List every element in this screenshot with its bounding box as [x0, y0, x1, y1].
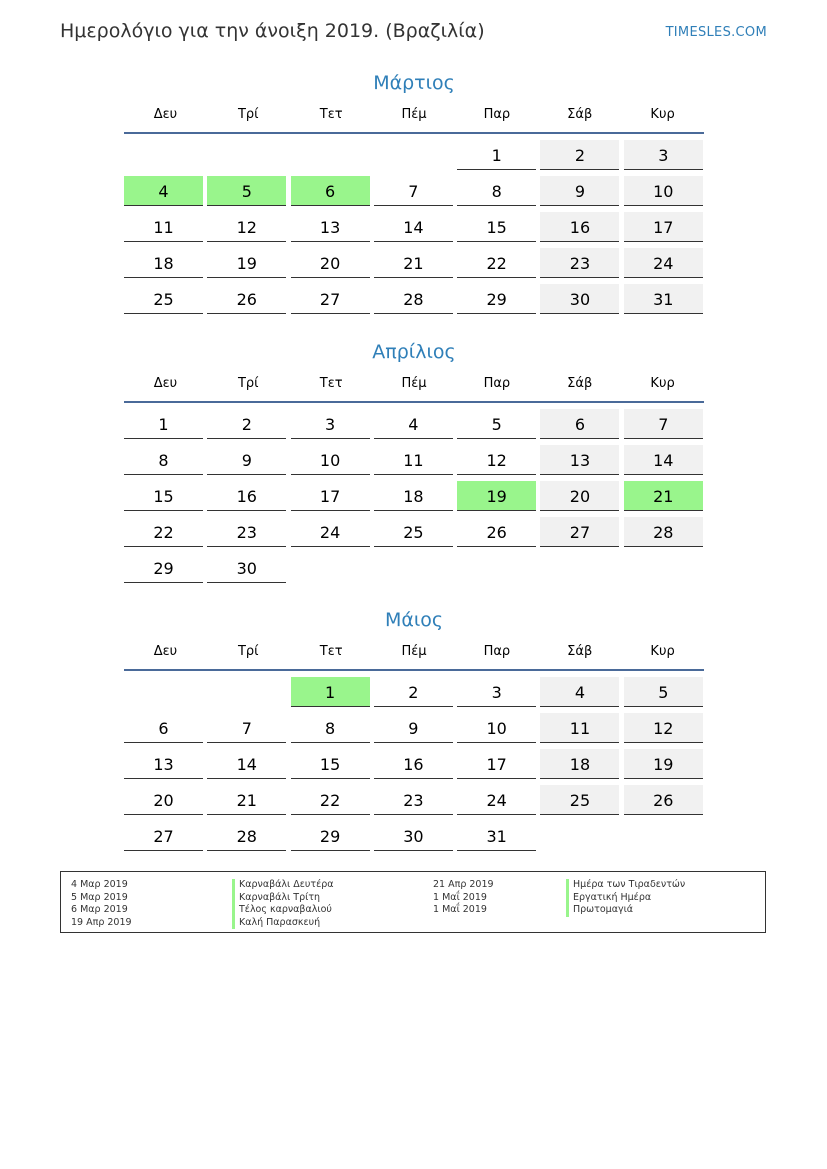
weekday-label: Σάβ: [567, 107, 593, 122]
day-cell: 6: [124, 713, 203, 743]
weekday-label: Τετ: [319, 107, 343, 122]
day-cell: 15: [291, 749, 370, 779]
day-cell: 10: [624, 176, 703, 206]
day-cell: 11: [540, 713, 619, 743]
legend-holiday-name: Εργατική Ημέρα: [566, 892, 685, 905]
weekday-label: Τρί: [237, 376, 259, 391]
legend-holiday-name: Ημέρα των Τιραδεντών: [566, 879, 685, 892]
day-cell: 16: [207, 481, 286, 511]
legend-date: 1 Μαΐ 2019: [433, 904, 487, 915]
holiday-day-cell: 5: [207, 176, 286, 206]
day-cell: 19: [207, 248, 286, 278]
day-cell: 3: [291, 409, 370, 439]
day-cell: 8: [457, 176, 536, 206]
legend-holiday-name: Καρναβάλι Δευτέρα: [232, 879, 334, 892]
empty-cell: [124, 140, 203, 170]
day-cell: 8: [291, 713, 370, 743]
day-cell: 20: [124, 785, 203, 815]
day-cell: 31: [457, 821, 536, 851]
holiday-day-cell: 19: [457, 481, 536, 511]
day-cell: 18: [540, 749, 619, 779]
weekday-label: Κυρ: [650, 644, 675, 659]
day-cell: 11: [374, 445, 453, 475]
day-cell: 24: [624, 248, 703, 278]
day-cell: 12: [457, 445, 536, 475]
day-cell: 9: [374, 713, 453, 743]
weekday-label: Πέμ: [401, 376, 427, 391]
day-cell: 25: [540, 785, 619, 815]
day-cell: 4: [540, 677, 619, 707]
day-cell: 26: [624, 785, 703, 815]
day-cell: 13: [291, 212, 370, 242]
legend-names-right: [566, 879, 685, 917]
legend-date: 21 Απρ 2019: [433, 879, 494, 890]
weekday-label: Παρ: [483, 644, 511, 659]
day-grid: [124, 409, 704, 583]
day-cell: 10: [457, 713, 536, 743]
weekday-label: Κυρ: [650, 107, 675, 122]
holiday-day-cell: 21: [624, 481, 703, 511]
weekday-label: Σάβ: [567, 376, 593, 391]
month-march: [124, 68, 704, 314]
day-cell: 24: [291, 517, 370, 547]
day-cell: 26: [207, 284, 286, 314]
holiday-day-cell: 6: [291, 176, 370, 206]
brand-link[interactable]: TIMESLES.COM: [665, 25, 767, 40]
holiday-legend: [60, 871, 766, 933]
day-cell: 4: [374, 409, 453, 439]
weekday-label: Παρ: [483, 107, 511, 122]
day-cell: 21: [374, 248, 453, 278]
day-cell: 27: [291, 284, 370, 314]
weekday-label: Κυρ: [650, 376, 675, 391]
weekday-label: Δευ: [153, 376, 178, 391]
day-cell: 13: [540, 445, 619, 475]
month-title: Απρίλιος: [372, 341, 456, 363]
day-cell: 18: [124, 248, 203, 278]
day-cell: 10: [291, 445, 370, 475]
month-may: [124, 605, 704, 851]
day-cell: 15: [124, 481, 203, 511]
day-cell: 21: [207, 785, 286, 815]
legend-date: 5 Μαρ 2019: [71, 891, 128, 903]
day-cell: 11: [124, 212, 203, 242]
weekday-header: [124, 635, 704, 671]
holiday-day-cell: 1: [291, 677, 370, 707]
weekday-header: [124, 98, 704, 134]
day-cell: 14: [374, 212, 453, 242]
legend-dates-right: [433, 879, 494, 917]
weekday-label: Σάβ: [567, 644, 593, 659]
weekday-header: [124, 367, 704, 403]
legend-holiday-name: Τέλος καρναβαλιού: [232, 904, 334, 917]
day-cell: 30: [207, 553, 286, 583]
day-cell: 28: [207, 821, 286, 851]
legend-holiday-name: Πρωτομαγιά: [566, 904, 685, 917]
empty-cell: [207, 140, 286, 170]
day-cell: 3: [457, 677, 536, 707]
day-cell: 1: [457, 140, 536, 170]
legend-holiday-name: Καλή Παρασκευή: [232, 917, 334, 930]
day-cell: 17: [291, 481, 370, 511]
legend-date: 1 Μαΐ 2019: [433, 891, 487, 903]
weekday-label: Πέμ: [401, 644, 427, 659]
day-cell: 28: [624, 517, 703, 547]
day-cell: 27: [540, 517, 619, 547]
day-cell: 5: [624, 677, 703, 707]
day-cell: 22: [291, 785, 370, 815]
day-cell: 16: [374, 749, 453, 779]
legend-date: 4 Μαρ 2019: [71, 879, 128, 890]
day-cell: 22: [124, 517, 203, 547]
day-cell: 28: [374, 284, 453, 314]
day-cell: 29: [291, 821, 370, 851]
day-cell: 9: [207, 445, 286, 475]
day-cell: 14: [207, 749, 286, 779]
day-cell: 7: [624, 409, 703, 439]
day-cell: 23: [540, 248, 619, 278]
page-title: Ημερολόγιο για την άνοιξη 2019. (Βραζιλία): [60, 20, 485, 42]
day-cell: 12: [624, 713, 703, 743]
day-cell: 23: [374, 785, 453, 815]
legend-holiday-name: Καρναβάλι Τρίτη: [232, 892, 334, 905]
day-grid: [124, 677, 704, 851]
day-cell: 15: [457, 212, 536, 242]
weekday-label: Δευ: [153, 107, 178, 122]
day-cell: 29: [457, 284, 536, 314]
day-cell: 24: [457, 785, 536, 815]
day-cell: 12: [207, 212, 286, 242]
month-april: [124, 337, 704, 583]
day-cell: 17: [624, 212, 703, 242]
month-title: Μάρτιος: [373, 72, 455, 94]
weekday-label: Τετ: [319, 376, 343, 391]
day-cell: 31: [624, 284, 703, 314]
day-cell: 8: [124, 445, 203, 475]
month-title: Μάιος: [384, 609, 444, 631]
day-cell: 2: [207, 409, 286, 439]
day-cell: 5: [457, 409, 536, 439]
day-cell: 13: [124, 749, 203, 779]
legend-date: 6 Μαρ 2019: [71, 904, 128, 915]
weekday-label: Παρ: [483, 376, 511, 391]
empty-cell: [207, 677, 286, 707]
day-cell: 20: [291, 248, 370, 278]
empty-cell: [291, 140, 370, 170]
weekday-label: Τρί: [237, 644, 259, 659]
day-cell: 6: [540, 409, 619, 439]
day-cell: 23: [207, 517, 286, 547]
day-cell: 20: [540, 481, 619, 511]
legend-names-left: [232, 879, 334, 929]
holiday-day-cell: 4: [124, 176, 203, 206]
day-cell: 17: [457, 749, 536, 779]
weekday-label: Τρί: [237, 107, 259, 122]
empty-cell: [374, 140, 453, 170]
day-cell: 2: [540, 140, 619, 170]
day-cell: 25: [374, 517, 453, 547]
day-cell: 30: [540, 284, 619, 314]
day-cell: 7: [374, 176, 453, 206]
day-cell: 16: [540, 212, 619, 242]
day-cell: 18: [374, 481, 453, 511]
day-grid: [124, 140, 704, 314]
day-cell: 22: [457, 248, 536, 278]
day-cell: 26: [457, 517, 536, 547]
legend-date: 19 Απρ 2019: [71, 916, 132, 928]
day-cell: 19: [624, 749, 703, 779]
day-cell: 27: [124, 821, 203, 851]
day-cell: 30: [374, 821, 453, 851]
weekday-label: Πέμ: [401, 107, 427, 122]
legend-dates-left: [71, 879, 132, 929]
day-cell: 3: [624, 140, 703, 170]
weekday-label: Δευ: [153, 644, 178, 659]
day-cell: 25: [124, 284, 203, 314]
day-cell: 29: [124, 553, 203, 583]
empty-cell: [124, 677, 203, 707]
day-cell: 14: [624, 445, 703, 475]
weekday-label: Τετ: [319, 644, 343, 659]
day-cell: 7: [207, 713, 286, 743]
day-cell: 1: [124, 409, 203, 439]
day-cell: 9: [540, 176, 619, 206]
day-cell: 2: [374, 677, 453, 707]
